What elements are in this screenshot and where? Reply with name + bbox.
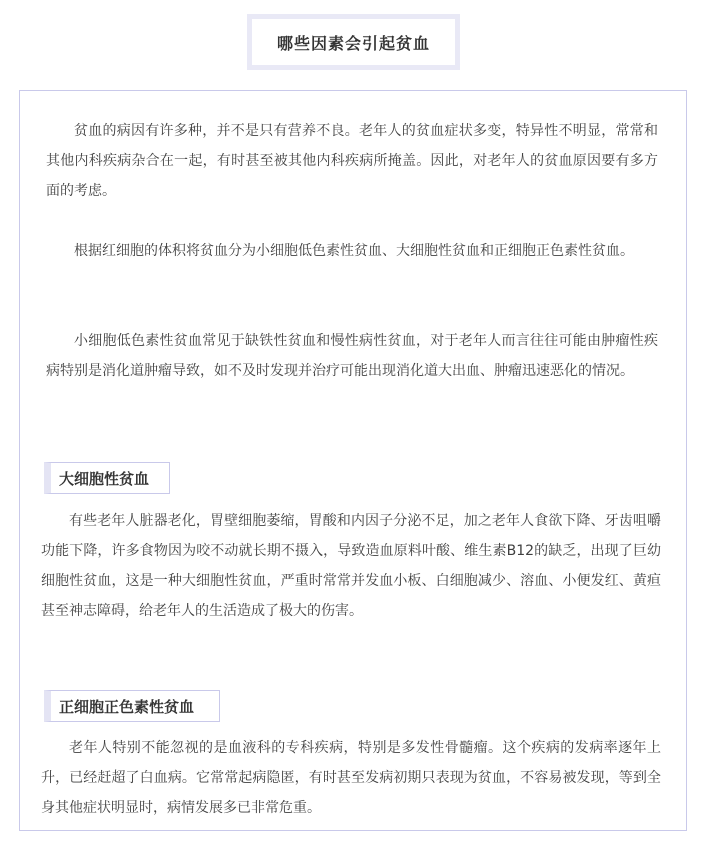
microcytic-paragraph: 小细胞低色素性贫血常见于缺铁性贫血和慢性病性贫血，对于老年人而言往往可能由肿瘤性疾病特别是消化道肿瘤导致，如不及时发现并治疗可能出现消化道大出血、肿瘤迅速恶化的情况。 bbox=[46, 333, 658, 379]
section-heading-macrocytic: 大细胞性贫血 bbox=[44, 462, 170, 494]
macrocytic-paragraph: 有些老年人脏器老化，胃壁细胞萎缩，胃酸和内因子分泌不足，加之老年人食欲下降、牙齿咀嚼功能下降，许多食物因为咬不动就长期不摄入，导致造血原料叶酸、维生素B12的缺乏，出现了巨幼细胞性贫血，这是一种大细胞性贫血，严重时常常并发血小板、白细胞减少、溶血、小便发红、黄疸甚至神志障碍，给老年人的生活造成了极大的伤害。 bbox=[41, 513, 661, 619]
section-heading-normocytic: 正细胞正色素性贫血 bbox=[44, 690, 220, 722]
page-title: 哪些因素会引起贫血 bbox=[252, 19, 455, 65]
normocytic-paragraph: 老年人特别不能忽视的是血液科的专科疾病，特别是多发性骨髓瘤。这个疾病的发病率逐年上升，已经赶超了白血病。它常常起病隐匿，有时甚至发病初期只表现为贫血，不容易被发现，等到全身其他症状明显时，病情发展多已非常危重。 bbox=[41, 740, 661, 816]
intro-paragraph: 贫血的病因有许多种，并不是只有营养不良。老年人的贫血症状多变，特异性不明显，常常和其他内科疾病杂合在一起，有时甚至被其他内科疾病所掩盖。因此，对老年人的贫血原因要有多方面的考虑。 bbox=[46, 123, 658, 199]
title-box bbox=[247, 14, 460, 70]
classification-paragraph: 根据红细胞的体积将贫血分为小细胞低色素性贫血、大细胞性贫血和正细胞正色素性贫血。 bbox=[74, 243, 634, 259]
